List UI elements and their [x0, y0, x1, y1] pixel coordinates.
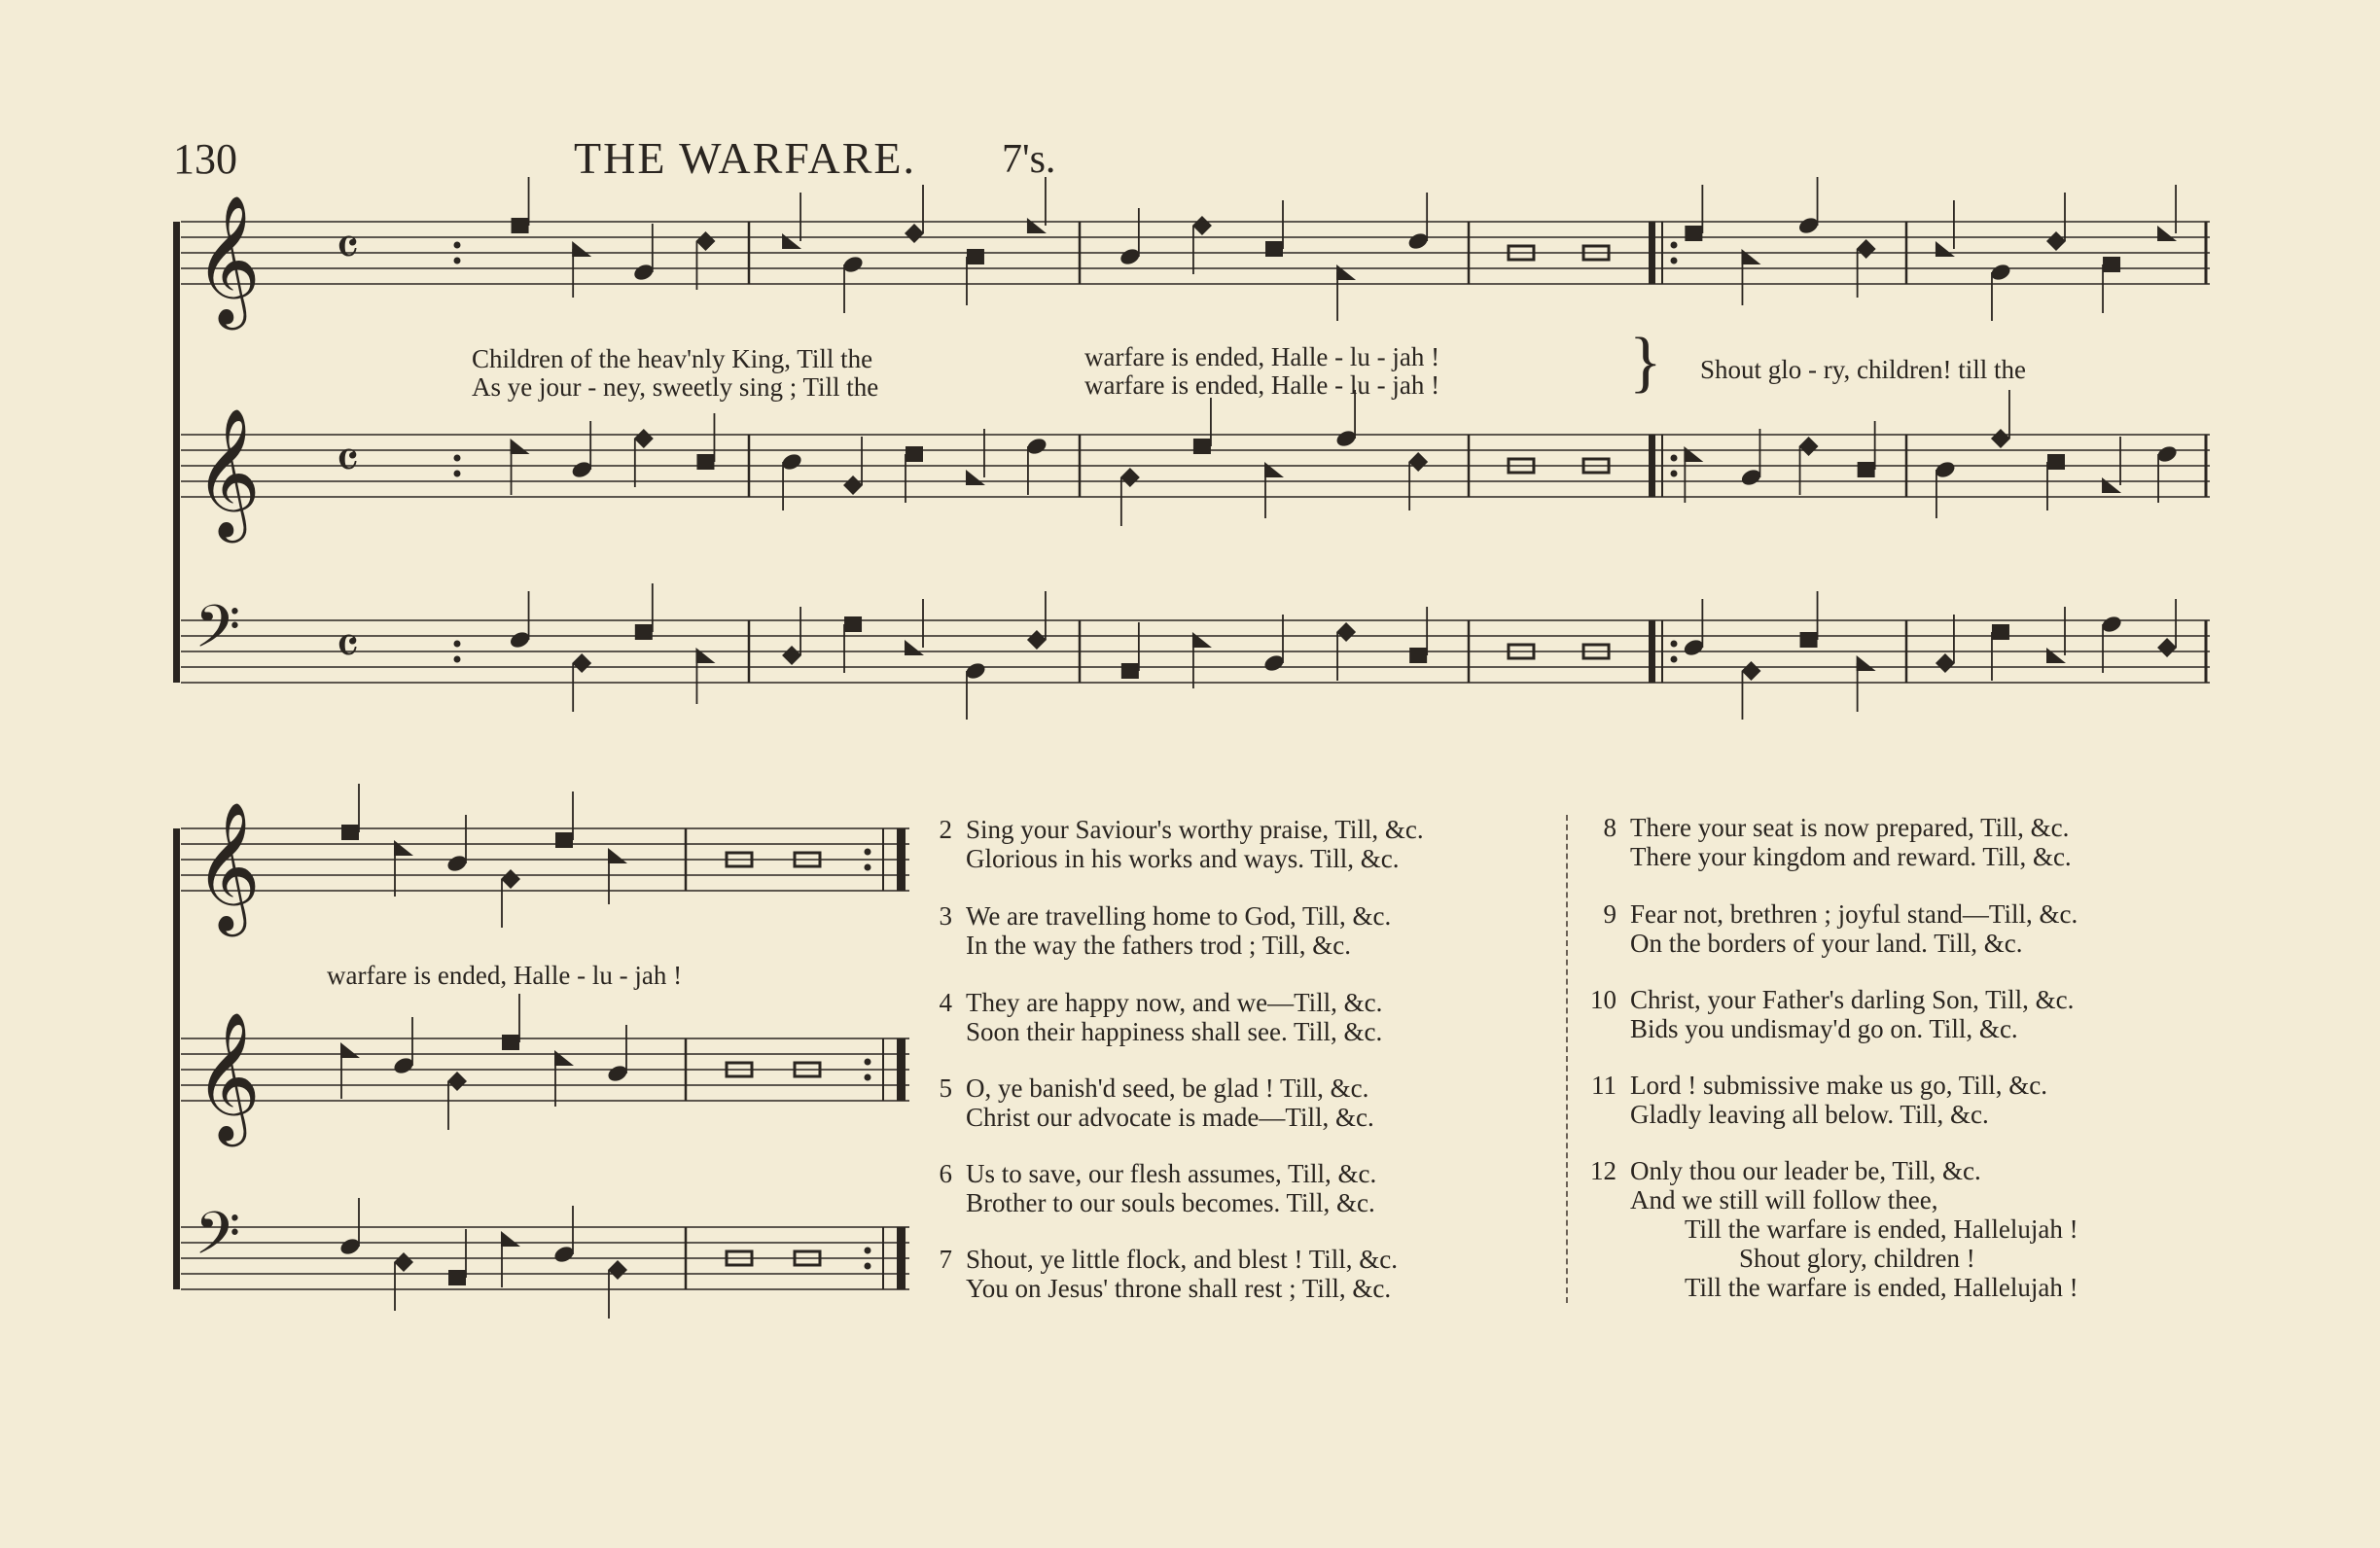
note-head [782, 233, 801, 249]
repeat-dot [454, 656, 461, 663]
refrain-lyric: Shout glo - ry, children! till the [1700, 355, 2026, 384]
note-head [1027, 218, 1047, 233]
note-head [502, 1035, 519, 1050]
repeat-dot [454, 471, 461, 477]
bass-clef-icon: 𝄢 [195, 1200, 241, 1284]
note-head [572, 241, 591, 257]
repeat-dot [454, 455, 461, 462]
note-head [1936, 653, 1955, 673]
note-head [554, 1050, 574, 1066]
verse-line: In the way the fathers trod ; Till, &c. [966, 931, 1351, 960]
note-head [1857, 239, 1876, 259]
note-head [1120, 468, 1140, 487]
note-head [1741, 661, 1760, 681]
verse-7 [919, 1245, 1398, 1303]
verse-line: Brother to our souls becomes. Till, &c. [966, 1188, 1375, 1217]
note-head [394, 1252, 413, 1272]
note-head [341, 825, 359, 840]
repeat-dot [1671, 471, 1678, 477]
note-head [1991, 429, 2010, 448]
verse-number: 2 [939, 815, 952, 844]
note-head [635, 624, 653, 640]
note-head [1857, 655, 1876, 671]
repeat-dot [454, 242, 461, 249]
note-head [695, 231, 715, 251]
verse-12 [1583, 1156, 2078, 1302]
repeat-dot [865, 1059, 871, 1066]
note-head [1684, 446, 1703, 462]
system-bracket [173, 222, 180, 683]
verse-number: 6 [939, 1159, 952, 1188]
note-head [695, 648, 715, 663]
treble-clef-icon: 𝄞 [195, 407, 262, 538]
repeat-dot [865, 1263, 871, 1270]
note-head [2157, 226, 2177, 241]
note-head [511, 439, 530, 454]
note-head [555, 832, 573, 848]
final-thick-bar [897, 828, 906, 891]
repeat-dot [454, 258, 461, 264]
note-head [1936, 241, 1955, 257]
verse-line: Till the warfare is ended, Hallelujah ! [1685, 1273, 2078, 1302]
repeat-dot [865, 864, 871, 871]
verse-number: 9 [1603, 899, 1616, 929]
note-head [2046, 231, 2066, 251]
verse-line: On the borders of your land. Till, &c. [1630, 929, 2023, 958]
verse-3 [919, 901, 1391, 960]
verse-2 [919, 815, 1424, 873]
continuation-lyric: warfare is ended, Halle - lu - jah ! [327, 961, 683, 990]
note-head [1408, 452, 1428, 472]
repeat-dot [1671, 656, 1678, 663]
repeat-dot [1671, 258, 1678, 264]
repeat-dot [865, 849, 871, 856]
note-head [2103, 257, 2120, 272]
note-head [1027, 630, 1047, 650]
verse-8 [1583, 813, 2072, 871]
note-head [2157, 638, 2177, 657]
note-head [1193, 439, 1211, 454]
treble-clef-icon: 𝄞 [195, 194, 262, 325]
verse-line: There your seat is now prepared, Till, &c. [1630, 813, 2070, 842]
note-head [782, 646, 801, 665]
system-bracket [173, 828, 180, 1289]
repeat-dot [1671, 455, 1678, 462]
note-head [1992, 624, 2009, 640]
verse-number: 10 [1590, 985, 1616, 1014]
verse-line: Gladly leaving all below. Till, &c. [1630, 1100, 1989, 1129]
verse-line: Christ, your Father's darling Son, Till, &c. [1630, 985, 2075, 1014]
verse-line: O, ye banish'd seed, be glad ! Till, &c. [966, 1073, 1369, 1103]
repeat-thick-bar [1649, 435, 1655, 497]
verse-number: 5 [939, 1073, 952, 1103]
lyric-line-2b: warfare is ended, Halle - lu - jah ! [1084, 370, 1440, 400]
verse-number: 3 [939, 901, 952, 931]
verse-10 [1583, 985, 2074, 1043]
note-head [1192, 216, 1212, 235]
verse-line: Till the warfare is ended, Hallelujah ! [1685, 1214, 2078, 1244]
note-head [906, 446, 923, 462]
verse-line: They are happy now, and we—Till, &c. [966, 988, 1383, 1017]
note-head [608, 1260, 627, 1280]
note-head [501, 1231, 520, 1247]
lyric-line-2a: As ye jour - ney, sweetly sing ; Till the [472, 372, 879, 402]
note-head [2102, 477, 2121, 493]
verse-line: Only thou our leader be, Till, &c. [1630, 1156, 1981, 1185]
verse-line: And we still will follow thee, [1630, 1185, 1938, 1214]
note-head [1858, 462, 1875, 477]
repeat-thick-bar [1649, 222, 1655, 284]
time-signature-icon: 𝄴 [336, 615, 360, 677]
note-head [512, 218, 529, 233]
verse-number: 7 [939, 1245, 952, 1274]
verse-line: Shout, ye little flock, and blest ! Till, &c. [966, 1245, 1398, 1274]
verse-4 [919, 988, 1382, 1046]
lyric-line-1b: warfare is ended, Halle - lu - jah ! [1084, 342, 1440, 371]
verse-line: We are travelling home to God, Till, &c. [966, 901, 1392, 931]
time-signature-icon: 𝄴 [336, 429, 360, 491]
note-head [501, 869, 520, 889]
note-head [448, 1270, 466, 1285]
verse-line: Us to save, our flesh assumes, Till, &c. [966, 1159, 1377, 1188]
note-head [2046, 648, 2066, 663]
note-head [1264, 462, 1284, 477]
verse-number: 8 [1603, 813, 1616, 842]
repeat-dot [1671, 641, 1678, 648]
note-head [1741, 249, 1760, 264]
verse-11 [1583, 1071, 2047, 1129]
note-head [844, 616, 862, 632]
note-head [447, 1072, 467, 1091]
verse-line: Sing your Saviour's worthy praise, Till, &c. [966, 815, 1424, 844]
verse-9 [1583, 899, 2078, 958]
treble-clef-icon: 𝄞 [195, 801, 262, 932]
note-head [1800, 632, 1818, 648]
note-head [1799, 437, 1819, 456]
verse-number: 11 [1591, 1071, 1616, 1100]
note-head [1265, 241, 1283, 257]
note-head [1409, 648, 1427, 663]
verse-line: Fear not, brethren ; joyful stand—Till, &c. [1630, 899, 2078, 929]
note-head [1192, 632, 1212, 648]
note-head [843, 475, 863, 495]
note-head [2047, 454, 2065, 470]
note-head [967, 249, 984, 264]
note-head [966, 470, 985, 485]
verse-line: Lord ! submissive make us go, Till, &c. [1630, 1071, 2048, 1100]
verse-line: There your kingdom and reward. Till, &c. [1630, 842, 2072, 871]
note-head [340, 1042, 360, 1058]
note-head [905, 224, 924, 243]
page-number: 130 [173, 135, 237, 183]
note-head [1336, 622, 1356, 642]
verse-line: Soon their happiness shall see. Till, &c. [966, 1017, 1383, 1046]
verse-line: Bids you undismay'd go on. Till, &c. [1630, 1014, 2018, 1043]
hymn-title: THE WARFARE. [574, 133, 916, 183]
note-head [905, 640, 924, 655]
hymn-meter: 7's. [1002, 137, 1056, 182]
verse-line: Christ our advocate is made—Till, &c. [966, 1103, 1374, 1132]
verse-number: 12 [1590, 1156, 1616, 1185]
final-thick-bar [897, 1227, 906, 1289]
repeat-dot [865, 1074, 871, 1081]
verse-line: Glorious in his works and ways. Till, &c. [966, 844, 1400, 873]
repeat-dot [865, 1248, 871, 1254]
repeat-dot [454, 641, 461, 648]
bass-clef-icon: 𝄢 [195, 593, 241, 677]
note-head [1121, 663, 1139, 679]
lyric-line-1a: Children of the heav'nly King, Till the [472, 344, 873, 373]
verse-line: Shout glory, children ! [1739, 1244, 1975, 1273]
note-head [696, 454, 714, 470]
time-signature-icon: 𝄴 [336, 216, 360, 278]
verse-5 [919, 1073, 1374, 1132]
treble-clef-icon: 𝄞 [195, 1011, 262, 1142]
note-head [608, 848, 627, 863]
note-head [1336, 264, 1356, 280]
repeat-thick-bar [1649, 620, 1655, 683]
note-head [634, 429, 654, 448]
column-divider [1556, 815, 1568, 1303]
note-head [572, 653, 591, 673]
verse-6 [919, 1159, 1376, 1217]
repeat-dot [1671, 242, 1678, 249]
note-head [394, 840, 413, 856]
verse-line: You on Jesus' throne shall rest ; Till, &c. [966, 1274, 1392, 1303]
final-thick-bar [897, 1038, 906, 1101]
verse-number: 4 [939, 988, 952, 1017]
lyric-brace: } [1629, 325, 1662, 400]
note-head [1685, 226, 1702, 241]
